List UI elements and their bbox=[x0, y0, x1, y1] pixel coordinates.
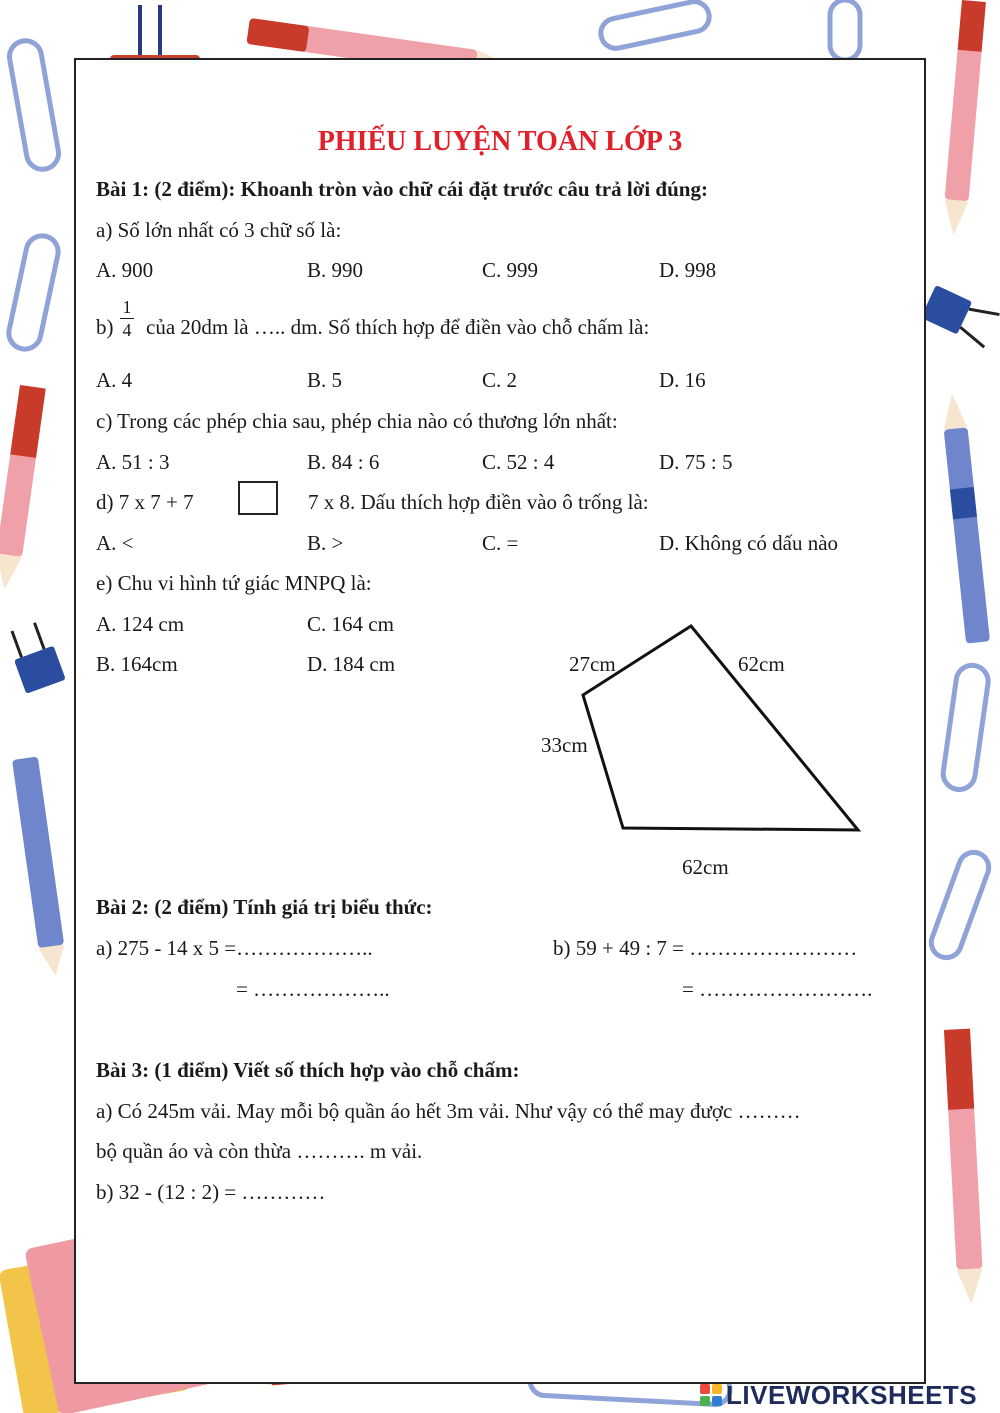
binder-clip-decoration bbox=[921, 285, 1000, 347]
option-e-C[interactable]: C. 164 cm bbox=[307, 612, 394, 636]
question-e: e) Chu vi hình tứ giác MNPQ là: bbox=[96, 571, 372, 595]
question-c: c) Trong các phép chia sau, phép chia nào có thương lớn nhất: bbox=[96, 409, 618, 433]
fraction-numerator: 1 bbox=[122, 297, 132, 317]
bai3-a-line2[interactable]: bộ quần áo và còn thừa ………. m vải. bbox=[96, 1139, 423, 1163]
option-e-A[interactable]: A. 124 cm bbox=[96, 612, 185, 636]
option-a-C[interactable]: C. 999 bbox=[482, 258, 539, 282]
pencil-decoration bbox=[12, 756, 68, 977]
bai2-a-line1[interactable]: a) 275 - 14 x 5 =……………….. bbox=[96, 936, 373, 960]
option-b-C[interactable]: C. 2 bbox=[482, 368, 518, 392]
question-a: a) Số lớn nhất có 3 chữ số là: bbox=[96, 218, 342, 242]
liveworksheets-logo-icon bbox=[700, 1384, 722, 1406]
option-d-C[interactable]: C. = bbox=[482, 531, 519, 555]
question-d-left: d) 7 x 7 + 7 bbox=[96, 490, 194, 514]
label-side-left: 33cm bbox=[541, 733, 588, 757]
option-c-D[interactable]: D. 75 : 5 bbox=[659, 450, 733, 474]
bai2-b-line2[interactable]: = ……………………. bbox=[682, 977, 873, 1001]
option-d-A[interactable]: A. < bbox=[96, 531, 134, 555]
question-b-prefix: b) bbox=[96, 315, 114, 339]
question-d-right: 7 x 8. Dấu thích hợp điền vào ô trống là: bbox=[308, 490, 649, 514]
option-c-C[interactable]: C. 52 : 4 bbox=[482, 450, 555, 474]
binder-clip-decoration bbox=[4, 619, 65, 694]
quadrilateral-shape bbox=[583, 626, 858, 830]
bai3-b-line[interactable]: b) 32 - (12 : 2) = ………… bbox=[96, 1180, 326, 1204]
option-b-A[interactable]: A. 4 bbox=[96, 368, 133, 392]
option-c-A[interactable]: A. 51 : 3 bbox=[96, 450, 170, 474]
pencil-decoration bbox=[942, 0, 986, 236]
liveworksheets-brand bbox=[700, 1380, 977, 1410]
bai2-heading: Bài 2: (2 điểm) Tính giá trị biểu thức: bbox=[96, 895, 433, 919]
option-a-D[interactable]: D. 998 bbox=[659, 258, 717, 282]
pencil-decoration bbox=[0, 385, 46, 592]
option-e-D[interactable]: D. 184 cm bbox=[307, 652, 396, 676]
pencil-decoration bbox=[944, 1029, 984, 1305]
option-a-A[interactable]: A. 900 bbox=[96, 258, 154, 282]
label-side-bottom: 62cm bbox=[682, 855, 729, 879]
worksheet-page bbox=[74, 58, 926, 1384]
option-c-B[interactable]: B. 84 : 6 bbox=[307, 450, 380, 474]
label-side-top-right: 62cm bbox=[738, 652, 785, 676]
option-b-B[interactable]: B. 5 bbox=[307, 368, 343, 392]
bai2-b-line1[interactable]: b) 59 + 49 : 7 = …………………… bbox=[553, 936, 858, 960]
option-e-B[interactable]: B. 164cm bbox=[96, 652, 178, 676]
question-b: của 20dm là ….. dm. Số thích hợp để điền vào chỗ chấm là: bbox=[146, 315, 650, 339]
brand-name: LIVEWORKSHEETS bbox=[726, 1379, 978, 1410]
bai3-a-line1[interactable]: a) Có 245m vải. May mỗi bộ quần áo hết 3m vải. Như vậy có thể may được ……… bbox=[96, 1099, 801, 1123]
bai2-a-line2[interactable]: = ……………….. bbox=[236, 977, 390, 1001]
page-title: PHIẾU LUYỆN TOÁN LỚP 3 bbox=[317, 126, 683, 157]
label-side-top-left: 27cm bbox=[569, 652, 616, 676]
bai3-heading: Bài 3: (1 điểm) Viết số thích hợp vào chỗ chấm: bbox=[96, 1058, 520, 1082]
option-d-B[interactable]: B. > bbox=[307, 531, 344, 555]
option-d-D[interactable]: D. Không có dấu nào bbox=[659, 531, 839, 555]
pencil-decoration bbox=[940, 392, 990, 643]
bai1-heading: Bài 1: (2 điểm): Khoanh tròn vào chữ cái đặt trước câu trả lời đúng: bbox=[96, 177, 708, 201]
option-a-B[interactable]: B. 990 bbox=[307, 258, 364, 282]
option-b-D[interactable]: D. 16 bbox=[659, 368, 706, 392]
fraction-denominator: 4 bbox=[122, 320, 132, 340]
